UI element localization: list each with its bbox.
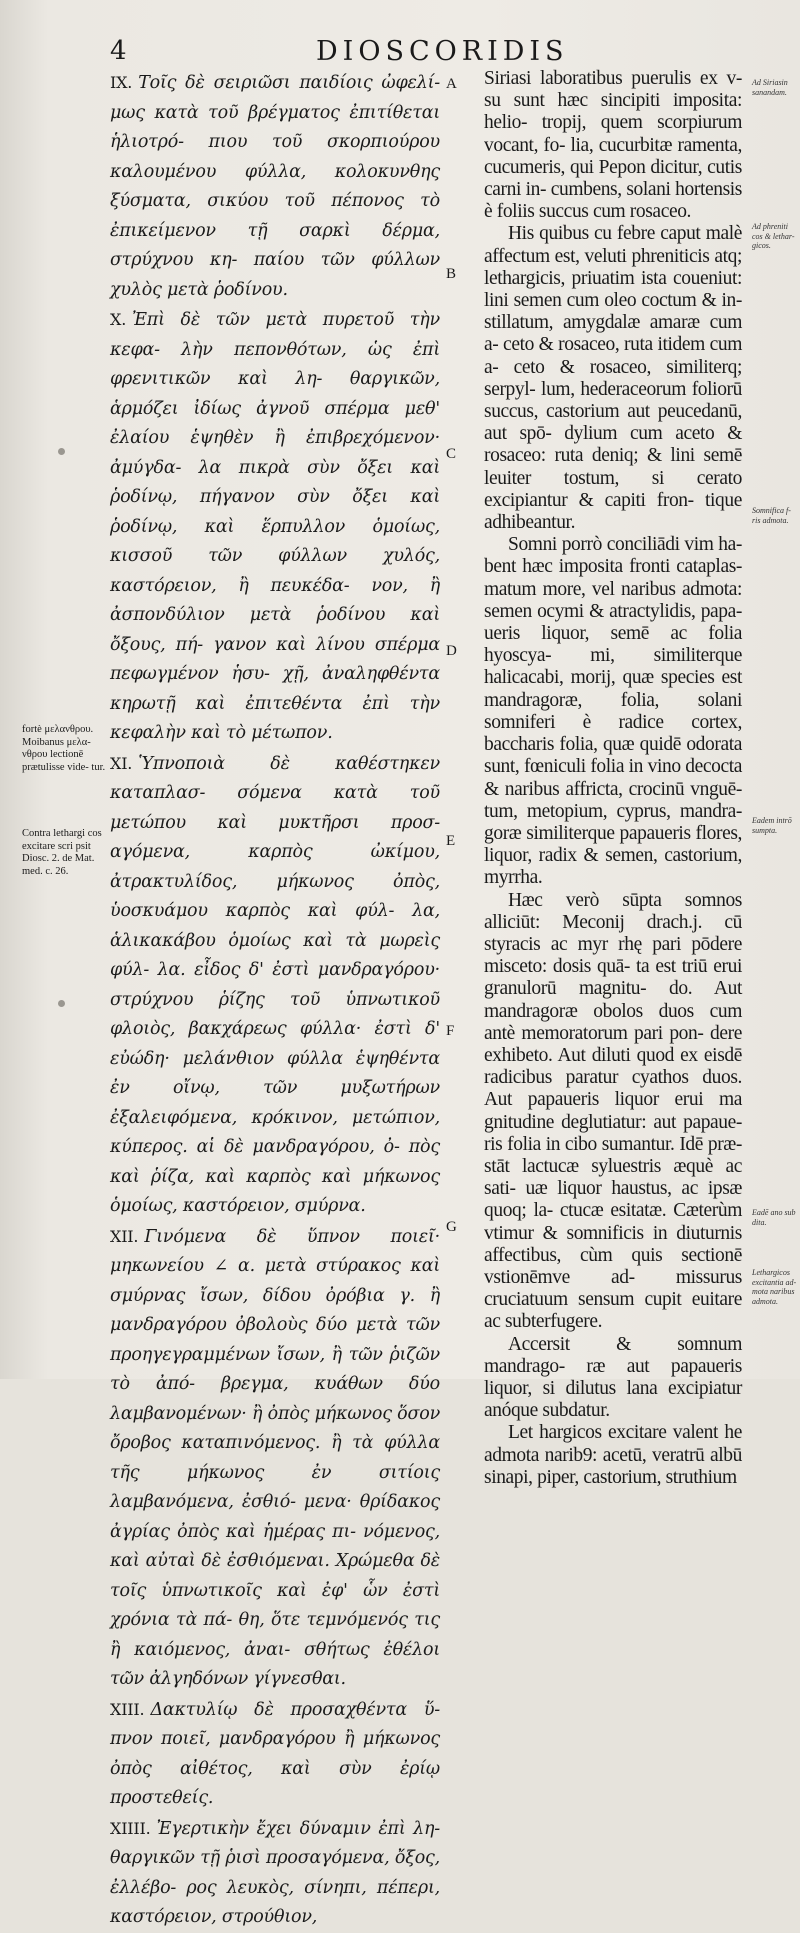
section-number: IX. — [110, 73, 133, 92]
greek-section-10 — [110, 305, 440, 749]
right-margin-note: Eadem intrō sumpta. — [752, 816, 792, 835]
greek-section-text: Γινόμενα δὲ ὕπνον ποιεῖ· μηκωνείου ∠ α. μετὰ στύρακος καὶ σμύρνας ἴσων, δίδου ὀρόβια γ. ἢ μανδραγόρου ὀβολοὺς δύο μετὰ τῶν προηγεγραμμένων ἴσων, ἢ τῶν ῥιζῶν τὸ ἀπό- βρεγμα, κυάθων δύο λαμβανομένων· ἢ ὀπὸς μήκωνος ὅσον ὄροβος καταπινόμενος. ἢ τὰ φύλλα τῆς μήκωνος ἐν σιτίοις λαμβανόμενα, ἐσθιό- μενα· θρίδακος ἀγρίας ὀπὸς καὶ ἡμέρας πι- νόμενος, καὶ αὐταὶ δὲ ἐσθιόμεναι. Χρώμεθα δὲ τοῖς ὑπνωτικοῖς καὶ ἐφ' ὧν ἐστὶ χρόνια τὰ πά- θη, ὅτε τεμνόμενός τις ἢ καιόμενος, ἀναι- σθήτως ἐθέλοι τῶν ἀλγηδόνων γίγνεσθαι. — [110, 1226, 441, 1689]
running-title: DIOSCORIDIS — [316, 36, 569, 67]
greek-section-11 — [110, 749, 440, 1222]
section-marker-d: D — [446, 643, 457, 659]
right-margin-note: Somnifica f- ris admota. — [752, 506, 791, 525]
ink-speck — [58, 1000, 65, 1007]
page-header — [110, 36, 760, 72]
greek-text-column — [110, 68, 440, 1933]
section-marker-e: E — [446, 833, 456, 849]
greek-section-13 — [110, 1695, 440, 1814]
right-margin-note: Eadē ano sub dita. — [752, 1208, 796, 1227]
greek-section-text: Δακτυλίῳ δὲ προσαχθέντα ὕ- πνον ποιεῖ, μανδραγόρου ἢ μήκωνος ὀπὸς αἰθέτος, καὶ σὺν ἐρίῳ προστεθείς. — [110, 1699, 440, 1808]
latin-paragraph: Somni porrò conciliādi vim ha- bent hæc imposita fronti cataplas- matum more, vel naribus admota: semen ocymi & atractylidis, papa- ueris liquor, semē ac folia hyoscya- mi, similiterque halicacabi, morij, quæ species est mandragoræ, folia, solani somniferi è radice cortex, baccharis folia, quæ quidē odorata sunt, fœniculi folia in vino decocta & naribus affricta, crocinū vnguē- tum, metopium, cyprus, mandra- goræ similiterque papaueris flores, liquor, radix & semen, castorium, myrrha. — [484, 534, 742, 889]
section-marker-b: B — [446, 266, 457, 282]
section-number: XII. — [110, 1226, 139, 1246]
latin-paragraph: Let hargicos excitare valent he admota narib9: acetū, veratrū albū sinapi, piper, castorium, struthium — [484, 1422, 742, 1488]
section-number: XIII. — [110, 1699, 145, 1719]
greek-section-text: Ὑπνοποιὰ δὲ καθέστηκεν καταπλασ- σόμενα κατὰ τοῦ μετώπου καὶ μυκτῆρσι προσ- αγόμενα, καρπὸς ὠκίμου, ἀτρακτυλίδος, μήκωνος ὀπὸς, ὑοσκυάμου καρπὸς καὶ φύλ- λα, ἁλικακάβου ὁμοίως καὶ τὰ μωρεὶς φύλ- λα. εἶδος δ' ἐστὶ μανδραγόρου· στρύχνου ῥίζης τοῦ ὑπνωτικοῦ φλοιὸς, βακχάρεως φύλλα· ἐστὶ δ' εὐώδη· μελάνθιον φύλλα ἑψηθέντα ἐν οἴνῳ, τῶν μυξωτήρων ἐξαλειφόμενα, κρόκινον, μετώπιον, κύπερος. αἱ δὲ μανδραγόρου, ὀ- πὸς καὶ ῥίζα, καὶ καρπὸς καὶ μήκωνος ὁμοίως, καστόρειον, σμύρνα. — [110, 753, 440, 1216]
greek-section-12 — [110, 1222, 440, 1695]
greek-section-text: Ἐπὶ δὲ τῶν μετὰ πυρετοῦ τὴν κεφα- λὴν πεπονθότων, ὡς ἐπὶ φρενιτικῶν καὶ λη- θαργικῶν, ἁρμόζει ἰδίως ἀγνοῦ σπέρμα μεθ' ἐλαίου ἑψηθὲν ἢ ἐπιβρεχόμενον· ἀμύγδα- λα πικρὰ σὺν ὄξει καὶ ῥοδίνῳ, πήγανον σὺν ὄξει καὶ ῥοδίνῳ, καὶ ἕρπυλλον ὁμοίως, κισσοῦ τῶν φύλλων χυλός, καστόρειον, ἢ πευκέδα- νον, ἢ ἀσπονδύλιον μετὰ ῥοδίνου καὶ ὄξους, πή- γανον καὶ λίνου σπέρμα πεφωγμένον ἡσυ- χῇ, ἀναληφθέντα κηρωτῇ καὶ ἐπιτεθέντα ἐπὶ τὴν κεφαλὴν καὶ τὸ μέτωπον. — [110, 310, 440, 743]
section-marker-c: C — [446, 446, 457, 462]
page-number: 4 — [110, 36, 127, 66]
latin-paragraph: Siriasi laboratibus puerulis ex v- su sunt hæc sincipiti imposita: helio- tropij, quem scorpiurum vocant, fo- lia, cucurbitæ ramenta, cucumeris, qui Pepon dicitur, cutis carni in- cumbens, solani hortensis è foliis succus cum rosaceo. — [484, 68, 742, 223]
latin-paragraph: Hæc verò sūpta somnos alliciūt: Meconij drach.j. cū styracis ac myr rhę pari pōdere misceto: dosis quā- ta est triū erui granulorū magnitu- do. Aut mandragoræ obolos duos cum antè memoratorum pari pon- dere exhibeto. Aut diluti quod ex eisdē radicibus paratur cyathos duos. Aut papaueris liquor erui ma gnitudine deglutiatur: aut papaue- ris folia in cibo sumantur. Idē præ- stāt lactucæ syluestris æquè ac sati- uæ liquor haustus, ac ipsæ quoq; la- ctucæ esitatæ. Cæterùm vtimur & somnificis in diuturnis affectibus, cùm quis sectionē vstionēmve ad- missurus cruciatuum sensum cupit euitare ac subterfugere. — [484, 889, 742, 1333]
right-margin-note: Lethargicos excitantia ad- mota naribus admota. — [752, 1268, 797, 1306]
section-marker-f: F — [446, 1023, 455, 1039]
latin-paragraph: Accersit & somnum mandrago- ræ aut papaueris liquor, si dilutus lana excipiatur anóque subdatur. — [484, 1333, 742, 1422]
greek-section-14 — [110, 1814, 440, 1933]
latin-text-column — [484, 68, 742, 1489]
greek-section-text: Τοῖς δὲ σειριῶσι παιδίοις ὠφελί- μως κατὰ τοῦ βρέγματος ἐπιτίθεται ἡλιοτρό- πιου τοῦ σκορπιούρου καλουμένου φύλλα, κολοκυνθης ξύσματα, σικύου τοῦ πέπονος τὸ ἐπικείμενον τῇ σαρκὶ δέρμα, στρύχνου κη- παίου τῶν φύλλων χυλὸς μετὰ ῥοδίνου. — [110, 73, 440, 300]
right-margin-note: Ad phreniti cos & lethar- gicos. — [752, 222, 795, 250]
latin-paragraph: His quibus cu febre caput malè affectum est, veluti phreniticis atq; lethargicis, priuatim ista coueniut: lini semen cum oleo coctum & in- stillatum, amygdalæ amaræ cum a- ceto & rosaceo, ruta itidem cum a- ceto & rosaceo, similiterq; serpyl- lum, hederaceorum foliorū succus, castorium aut peucedanū, aut spō- dylium cum aceto & rosaceo: ruta deniq; & lini semē leuiter tostum, si cerato excipiantur & capiti fron- tique adhibeantur. — [484, 223, 742, 534]
section-number: XI. — [110, 753, 133, 773]
right-margin-note: Ad Siriasin sanandam. — [752, 78, 788, 97]
section-marker-g: G — [446, 1219, 457, 1235]
ink-speck — [58, 448, 65, 455]
left-margin-note: fortè μελανθρου. Moibanus μελα- νθρου lectionē prætulisse vide- tur. — [22, 724, 106, 773]
section-number: XIIII. — [110, 1818, 151, 1838]
greek-section-text: Ἐγερτικὴν ἔχει δύναμιν ἐπὶ λη- θαργικῶν τῇ ῥισὶ προσαγόμενα, ὄξος, ἐλλέβο- ρος λευκὸς, σίνηπι, πέπερι, καστόρειον, στρούθιον, — [110, 1818, 440, 1927]
left-margin-note: Contra lethargi cos excitare scri psit Diosc. 2. de Mat. med. c. 26. — [22, 828, 102, 877]
greek-section-9 — [110, 68, 440, 305]
section-marker-a: A — [446, 76, 457, 92]
section-number: X. — [110, 310, 127, 329]
